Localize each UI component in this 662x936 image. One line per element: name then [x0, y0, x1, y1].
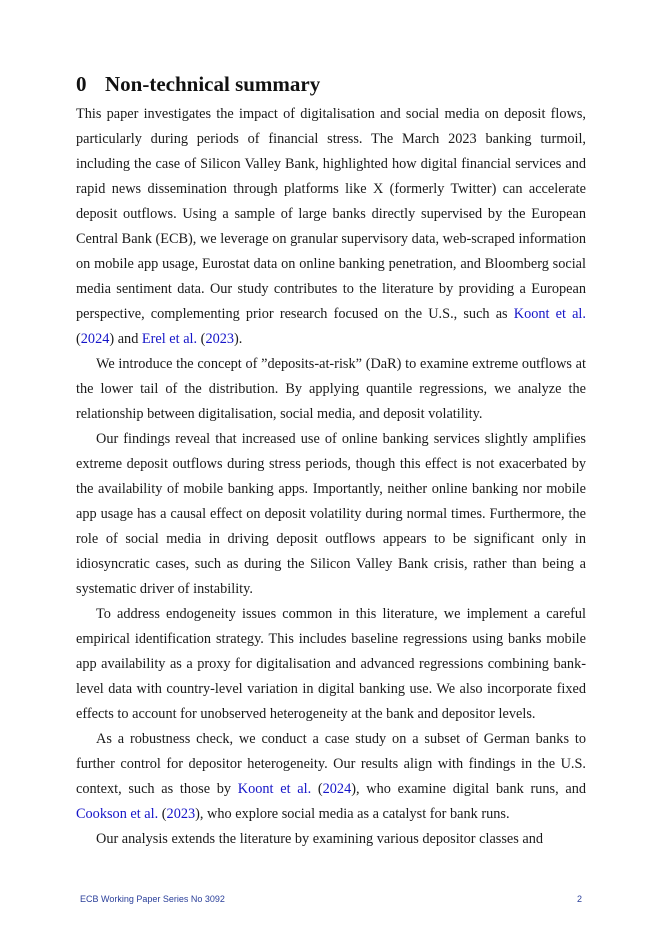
paragraph-text: ).: [234, 331, 243, 347]
footer-series-label: ECB Working Paper Series No 3092: [80, 894, 225, 904]
paragraph-text: ), who examine digital bank runs, and: [351, 781, 586, 797]
citation-link[interactable]: 2023: [166, 806, 196, 822]
section-heading: [76, 72, 320, 97]
paragraph-text: (: [76, 331, 81, 347]
paragraph-text: Our analysis extends the literature by examining various depositor classes and: [96, 831, 544, 847]
paragraph-text: To address endogeneity issues common in this literature, we implement a careful empirical identification strategy. This includes baseline regressions using banks mobile app availability as a proxy for digitalisation and advanced regressions combining bank-level data with country-level variation in digital banking use. We also incorporate fixed effects to account for unobserved heterogeneity at the bank and depositor levels.: [76, 606, 586, 722]
paragraph: [76, 827, 586, 852]
paragraph: [76, 352, 586, 427]
summary-body: [76, 102, 586, 852]
paragraph: [76, 727, 586, 827]
paragraph-text: We introduce the concept of ”deposits-at-risk” (DaR) to examine extreme outflows at the lower tail of the distribution. By applying quantile regressions, we analyze the relationship between digitalisation, social media, and deposit volatility.: [76, 356, 586, 422]
paragraph-text: ), who explore social media as a catalyst for bank runs.: [195, 806, 510, 822]
citation-link[interactable]: Koont et al.: [513, 306, 586, 322]
citation-link[interactable]: Koont et al.: [237, 781, 312, 797]
paragraph-text: ) and: [109, 331, 142, 347]
paragraph: [76, 427, 586, 602]
section-number: 0: [76, 72, 87, 97]
page-number: 2: [576, 894, 582, 904]
section-title: Non-technical summary: [105, 72, 321, 97]
citation-link[interactable]: 2023: [205, 331, 235, 347]
citation-link[interactable]: Erel et al.: [141, 331, 198, 347]
citation-link[interactable]: 2024: [322, 781, 352, 797]
paragraph-text: (: [311, 781, 323, 797]
paragraph-text: This paper investigates the impact of digitalisation and social media on deposit flows, particularly during periods of financial stress. The March 2023 banking turmoil, including the case of Silicon Valley Bank, highlighted how digital financial services and rapid news dissemination through platforms like X (formerly Twitter) can accelerate deposit outflows. Using a sample of large banks directly supervised by the European Central Bank (ECB), we leverage on granular supervisory data, web-scraped information on mobile app usage, Eurostat data on online banking penetration, and Bloomberg social media sentiment data. Our study contributes to the literature by providing a European perspective, complementing prior research focused on the U.S., such as: [76, 106, 586, 322]
paragraph-text: (: [197, 331, 206, 347]
paragraph: [76, 602, 586, 727]
paragraph-text: As a robustness check, we conduct a case study on a subset of German banks to further control for depositor heterogeneity. Our results align with findings in the U.S. context, such as those by: [76, 731, 586, 797]
paragraph-text: Our findings reveal that increased use of online banking services slightly amplifies extreme deposit outflows during stress periods, though this effect is not exacerbated by the availability of mobile banking apps. Importantly, neither online banking nor mobile app usage has a causal effect on deposit volatility during normal times. Furthermore, the role of social media in driving deposit outflows appears to be significant only in idiosyncratic cases, such as during the Silicon Valley Bank crisis, rather than being a systematic driver of instability.: [76, 431, 586, 597]
paragraph: [76, 102, 586, 352]
citation-link[interactable]: 2024: [80, 331, 110, 347]
citation-link[interactable]: Cookson et al.: [76, 806, 159, 822]
paragraph-text: (: [158, 806, 167, 822]
